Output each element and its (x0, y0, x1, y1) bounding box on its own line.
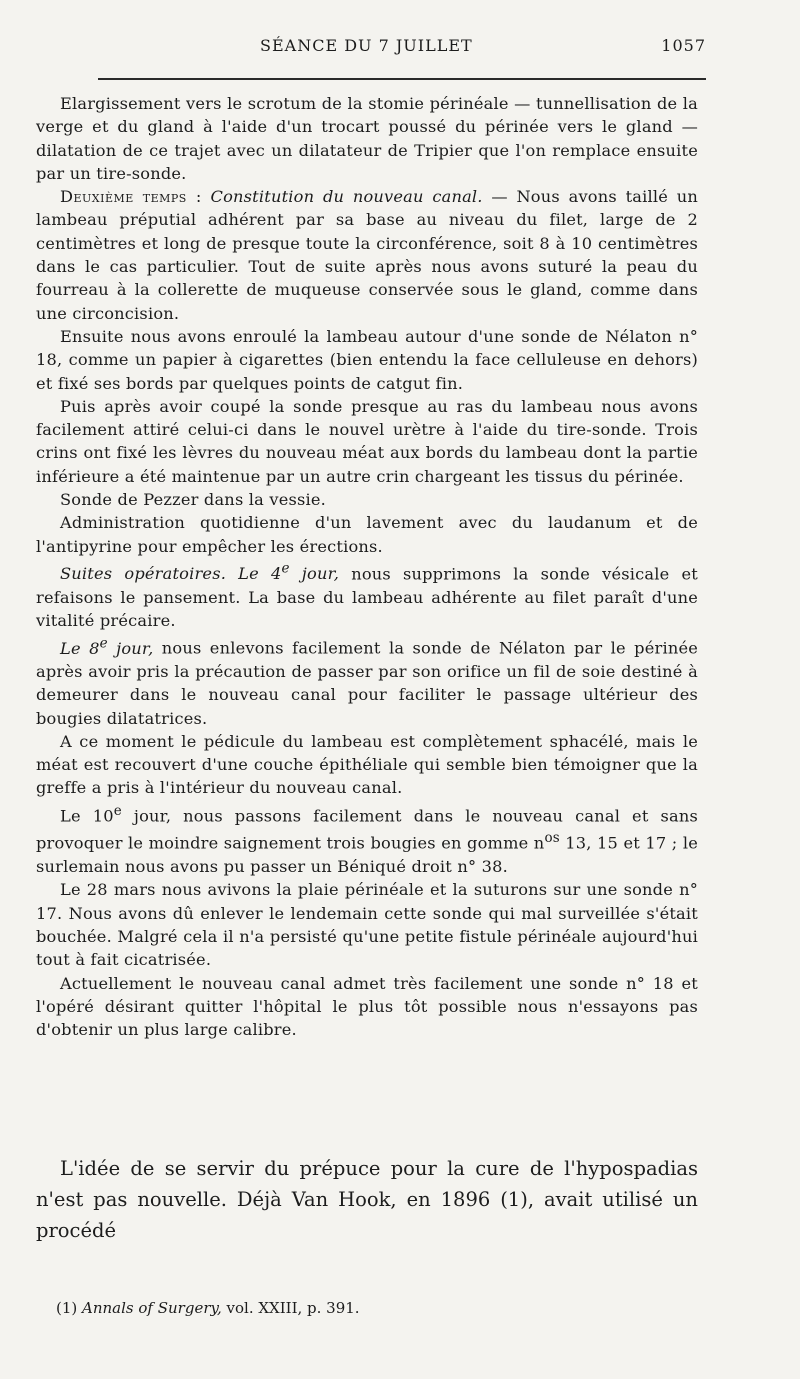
footnote-marker: (1) (56, 1299, 78, 1317)
footnote-source: Annals of Surgery, (82, 1299, 222, 1317)
paragraph-2-text: — Nous avons taillé un lambeau préputial adhérent par sa base au niveau du filet, large de 2 centimètres et long de presque toute la circonférence, soit 8 à 10 centimètres dans le cas particulier. Tout de suite après nous avons suturé la peau du fourreau à la collerette de muqueuse conservée sous le gland, comme dans une circoncision. (36, 187, 698, 323)
paragraph-2 (36, 185, 698, 325)
body-text (36, 92, 698, 1041)
large-paragraph (36, 1153, 698, 1246)
suites-heading: Suites opératoires. Le 4e jour, (60, 560, 340, 584)
footnote-details: vol. XXIII, p. 391. (221, 1299, 360, 1317)
header-title: SÉANCE DU 7 JUILLET (260, 36, 473, 55)
step-label: Deuxième temps : (60, 187, 202, 207)
day-8-heading: Le 8e jour, (60, 635, 154, 658)
paragraph-11: Le 28 mars nous avivons la plaie périnéale et la suturons sur une sonde n° 17. Nous avons dû enlever le lendemain cette sonde qui mal surveillée s'était bouchée. Malgré cela il n'a persisté qu'une petite fistule périnéale aujourd'hui tout à fait cicatrisée. (36, 880, 698, 970)
paragraph-10: Le 10e jour, nous passons facilement dans le nouveau canal et sans provoquer le moindre saignement trois bougies en gomme $n^{os}$ 13, 15 et 17 ; le surlemain nous avons pu passer un Béniqué droit n° 38. (36, 802, 698, 877)
paragraph-8 (36, 632, 698, 730)
paragraph-1: Elargissement vers le scrotum de la stomie périnéale — tunnellisation de la verge et du gland à l'aide d'un trocart poussé du périnée vers le gland — dilatation de ce trajet avec un dilatateur de Tripier que l'on remplace ensuite par un tire-sonde. (36, 94, 698, 183)
paragraph-7 (36, 558, 698, 632)
paragraph-7-text: nous supprimons la sonde vésicale et refaisons le pansement. La base du lambeau adhérente au filet paraît d'une vitalité précaire. (36, 564, 698, 630)
paragraph-4: Puis après avoir coupé la sonde presque au ras du lambeau nous avons facilement attiré celui-ci dans le nouvel urètre à l'aide du tire-sonde. Trois crins ont fixé les lèvres du nouveau méat aux bords du lambeau dont la partie inférieure a été maintenue par un autre crin chargeant les tissus du périnée. (36, 396, 698, 486)
paragraph-9: A ce moment le pédicule du lambeau est complètement sphacélé, mais le méat est recouvert d'une couche épithéliale qui semble bien témoigner que la greffe a pris à l'intérieur du nouveau canal. (36, 731, 698, 798)
paragraph-3: Ensuite nous avons enroulé la lambeau autour d'une sonde de Nélaton n° 18, comme un papier à cigarettes (bien entendu la face celluleuse en dehors) et fixé ses bords par quelques points de catgut fin. (36, 326, 698, 393)
running-header (38, 36, 706, 60)
paragraph-6: Administration quotidienne d'un lavement avec du laudanum et de l'antipyrine pour empêcher les érections. (36, 513, 698, 556)
step-title: Constitution du nouveau canal. (210, 187, 483, 207)
header-rule (98, 78, 706, 80)
paragraph-5: Sonde de Pezzer dans la vessie. (60, 490, 327, 510)
page-number: 1057 (661, 36, 706, 55)
paragraph-8-text: nous enlevons facilement la sonde de Nélaton par le périnée après avoir pris la précaution de passer par son orifice un fil de soie destiné à demeurer dans le nouveau canal pour faciliter le passage ultérieur des bougies dilatatrices. (36, 638, 699, 728)
footnote (56, 1298, 676, 1318)
paragraph-12: Actuellement le nouveau canal admet très facilement une sonde n° 18 et l'opéré désirant quitter l'hôpital le plus tôt possible nous n'essayons pas d'obtenir un plus large calibre. (36, 973, 698, 1040)
large-paragraph-text: L'idée de se servir du prépuce pour la cure de l'hypospadias n'est pas nouvelle. Déjà Van Hook, en 1896 (1), avait utilisé un procédé (36, 1157, 698, 1242)
